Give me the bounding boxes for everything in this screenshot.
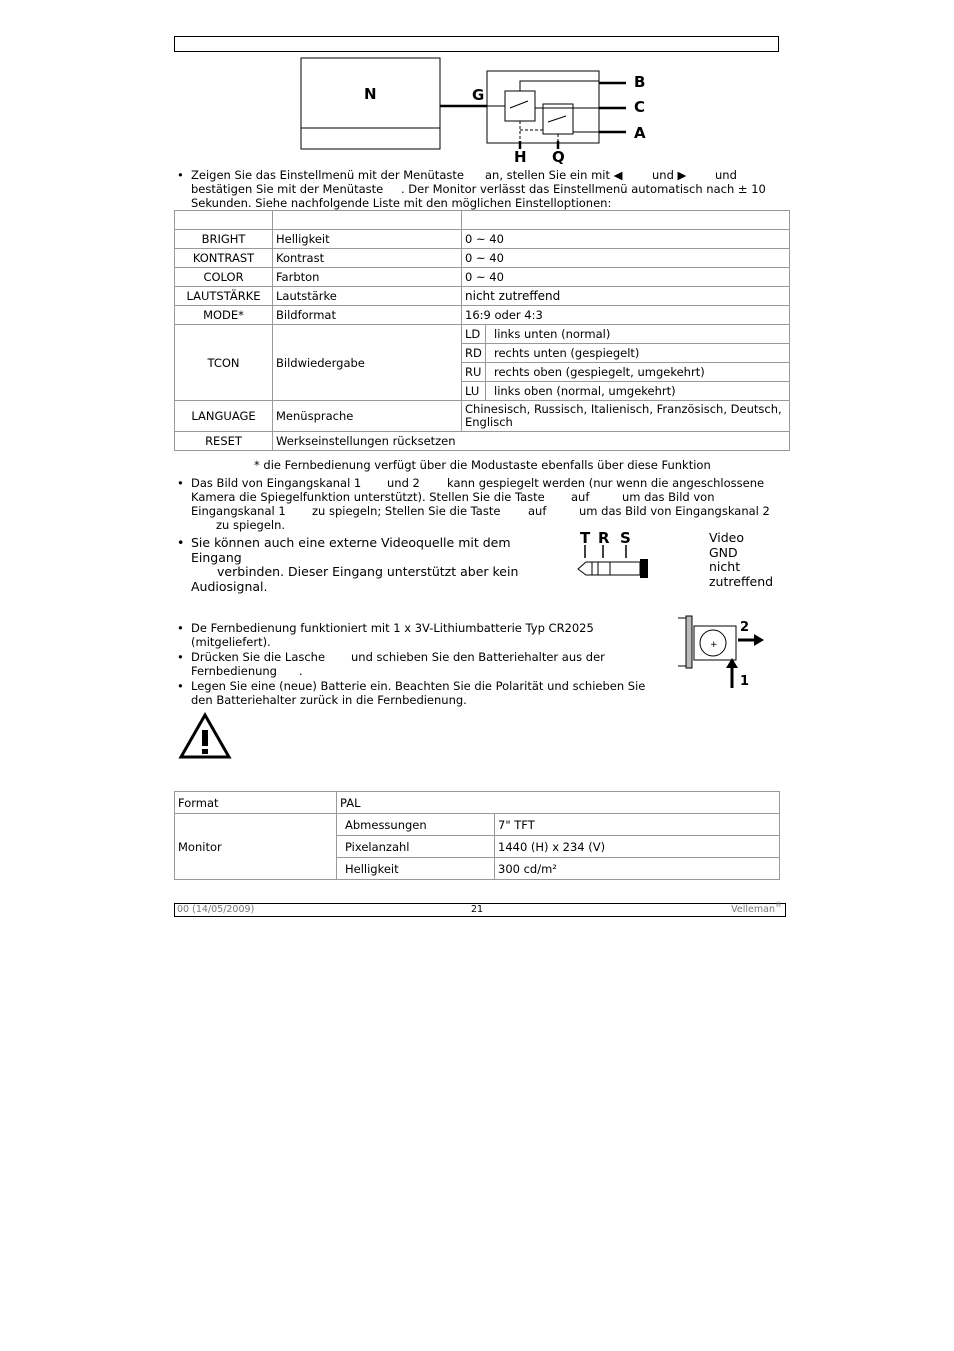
intro-paragraph: • Zeigen Sie das Einstellmenü mit der Menütaste an, stellen Sie ein mit ◀ und ▶ und bestätigen Sie mit der Menütaste . Der Monitor verlässt das Einstellmenü automatisch nach ± 10 Sekunden. Siehe nachfolgende Liste mit den möglichen Einstelloptionen: bbox=[177, 168, 766, 210]
svg-text:+: + bbox=[710, 640, 718, 650]
switch-1 bbox=[505, 91, 535, 121]
footer-date: 00 (14/05/2009) bbox=[177, 904, 255, 915]
table-row: LU links oben (normal, umgekehrt) bbox=[175, 382, 790, 401]
external-paragraph: • Sie können auch eine externe Videoquelle mit dem Eingang verbinden. Dieser Eingang unterstützt aber kein Audiosignal. bbox=[177, 535, 519, 594]
table-header-row bbox=[175, 211, 790, 230]
av-plug-icon bbox=[574, 545, 654, 579]
label-b: B bbox=[634, 73, 646, 91]
battery-item-1: • De Fernbedienung funktioniert mit 1 x 3V-Lithiumbatterie Typ CR2025 (mitgeliefert). bbox=[177, 621, 594, 649]
arrow-label-2: 2 bbox=[740, 620, 750, 635]
wiring-diagram bbox=[290, 56, 670, 168]
plug-legend: Video GND nicht zutreffend bbox=[709, 530, 774, 589]
monitor-box bbox=[301, 58, 440, 149]
plug-label-t: T bbox=[580, 529, 591, 547]
plug-label-r: R bbox=[598, 529, 610, 547]
table-row: LANGUAGE Menüsprache Chinesisch, Russisch, Italienisch, Französisch, Deutsch, Englisch bbox=[175, 401, 790, 432]
table-row: BRIGHT Helligkeit 0 ~ 40 bbox=[175, 230, 790, 249]
table-row: RD rechts unten (gespiegelt) bbox=[175, 344, 790, 363]
table-footnote: * die Fernbedienung verfügt über die Modustaste ebenfalls über diese Funktion bbox=[254, 458, 711, 472]
page-footer bbox=[174, 903, 786, 917]
table-row-tcon: TCON Bildwiedergabe LD links unten (normal) bbox=[175, 325, 790, 344]
table-row: Format PAL bbox=[175, 792, 780, 814]
table-row: COLOR Farbton 0 ~ 40 bbox=[175, 268, 790, 287]
table-row: RU rechts oben (gespiegelt, umgekehrt) bbox=[175, 363, 790, 382]
battery-item-2: • Drücken Sie die Lasche und schieben Sie den Batteriehalter aus der Fernbedienung . bbox=[177, 650, 605, 678]
footer-brand: Velleman bbox=[731, 904, 775, 915]
table-row: LAUTSTÄRKE Lautstärke nicht zutreffend bbox=[175, 287, 790, 306]
label-g: G bbox=[472, 86, 485, 104]
label-c: C bbox=[634, 98, 646, 116]
mirror-paragraph: • Das Bild von Eingangskanal 1 und 2 kann gespiegelt werden (nur wenn die angeschlossene Kamera die Spiegelfunktion unterstützt). Stellen Sie die Taste auf um das Bild von Eingangskanal 1 zu spiegeln; Stellen Sie die Taste auf um das Bild von Eingangskanal 2 zu spiegeln. bbox=[177, 476, 770, 532]
battery-item-3: • Legen Sie eine (neue) Batterie ein. Beachten Sie die Polarität und schieben Sie den Batteriehalter zurück in die Fernbedienung. bbox=[177, 679, 646, 707]
table-row: MODE* Bildformat 16:9 oder 4:3 bbox=[175, 306, 790, 325]
label-n: N bbox=[364, 85, 377, 103]
plug-label-s: S bbox=[620, 529, 631, 547]
warning-icon bbox=[178, 712, 232, 760]
spec-table bbox=[174, 791, 780, 880]
footer-registered-mark: ® bbox=[775, 901, 782, 909]
label-h: H bbox=[514, 148, 527, 166]
table-row: Helligkeit 300 cd/m² bbox=[175, 858, 780, 880]
table-row: RESET Werkseinstellungen rücksetzen bbox=[175, 432, 790, 451]
arrow-label-1: 1 bbox=[740, 674, 750, 689]
battery-holder-icon bbox=[676, 614, 768, 690]
label-a: A bbox=[634, 124, 646, 142]
header-bar bbox=[174, 36, 779, 52]
wire-b bbox=[520, 81, 599, 91]
settings-table bbox=[174, 210, 790, 451]
table-row: KONTRAST Kontrast 0 ~ 40 bbox=[175, 249, 790, 268]
footer-page-number: 21 bbox=[471, 904, 484, 915]
table-row: Monitor Abmessungen 7" TFT bbox=[175, 814, 780, 836]
table-row: Pixelanzahl 1440 (H) x 234 (V) bbox=[175, 836, 780, 858]
label-q: Q bbox=[552, 148, 565, 166]
